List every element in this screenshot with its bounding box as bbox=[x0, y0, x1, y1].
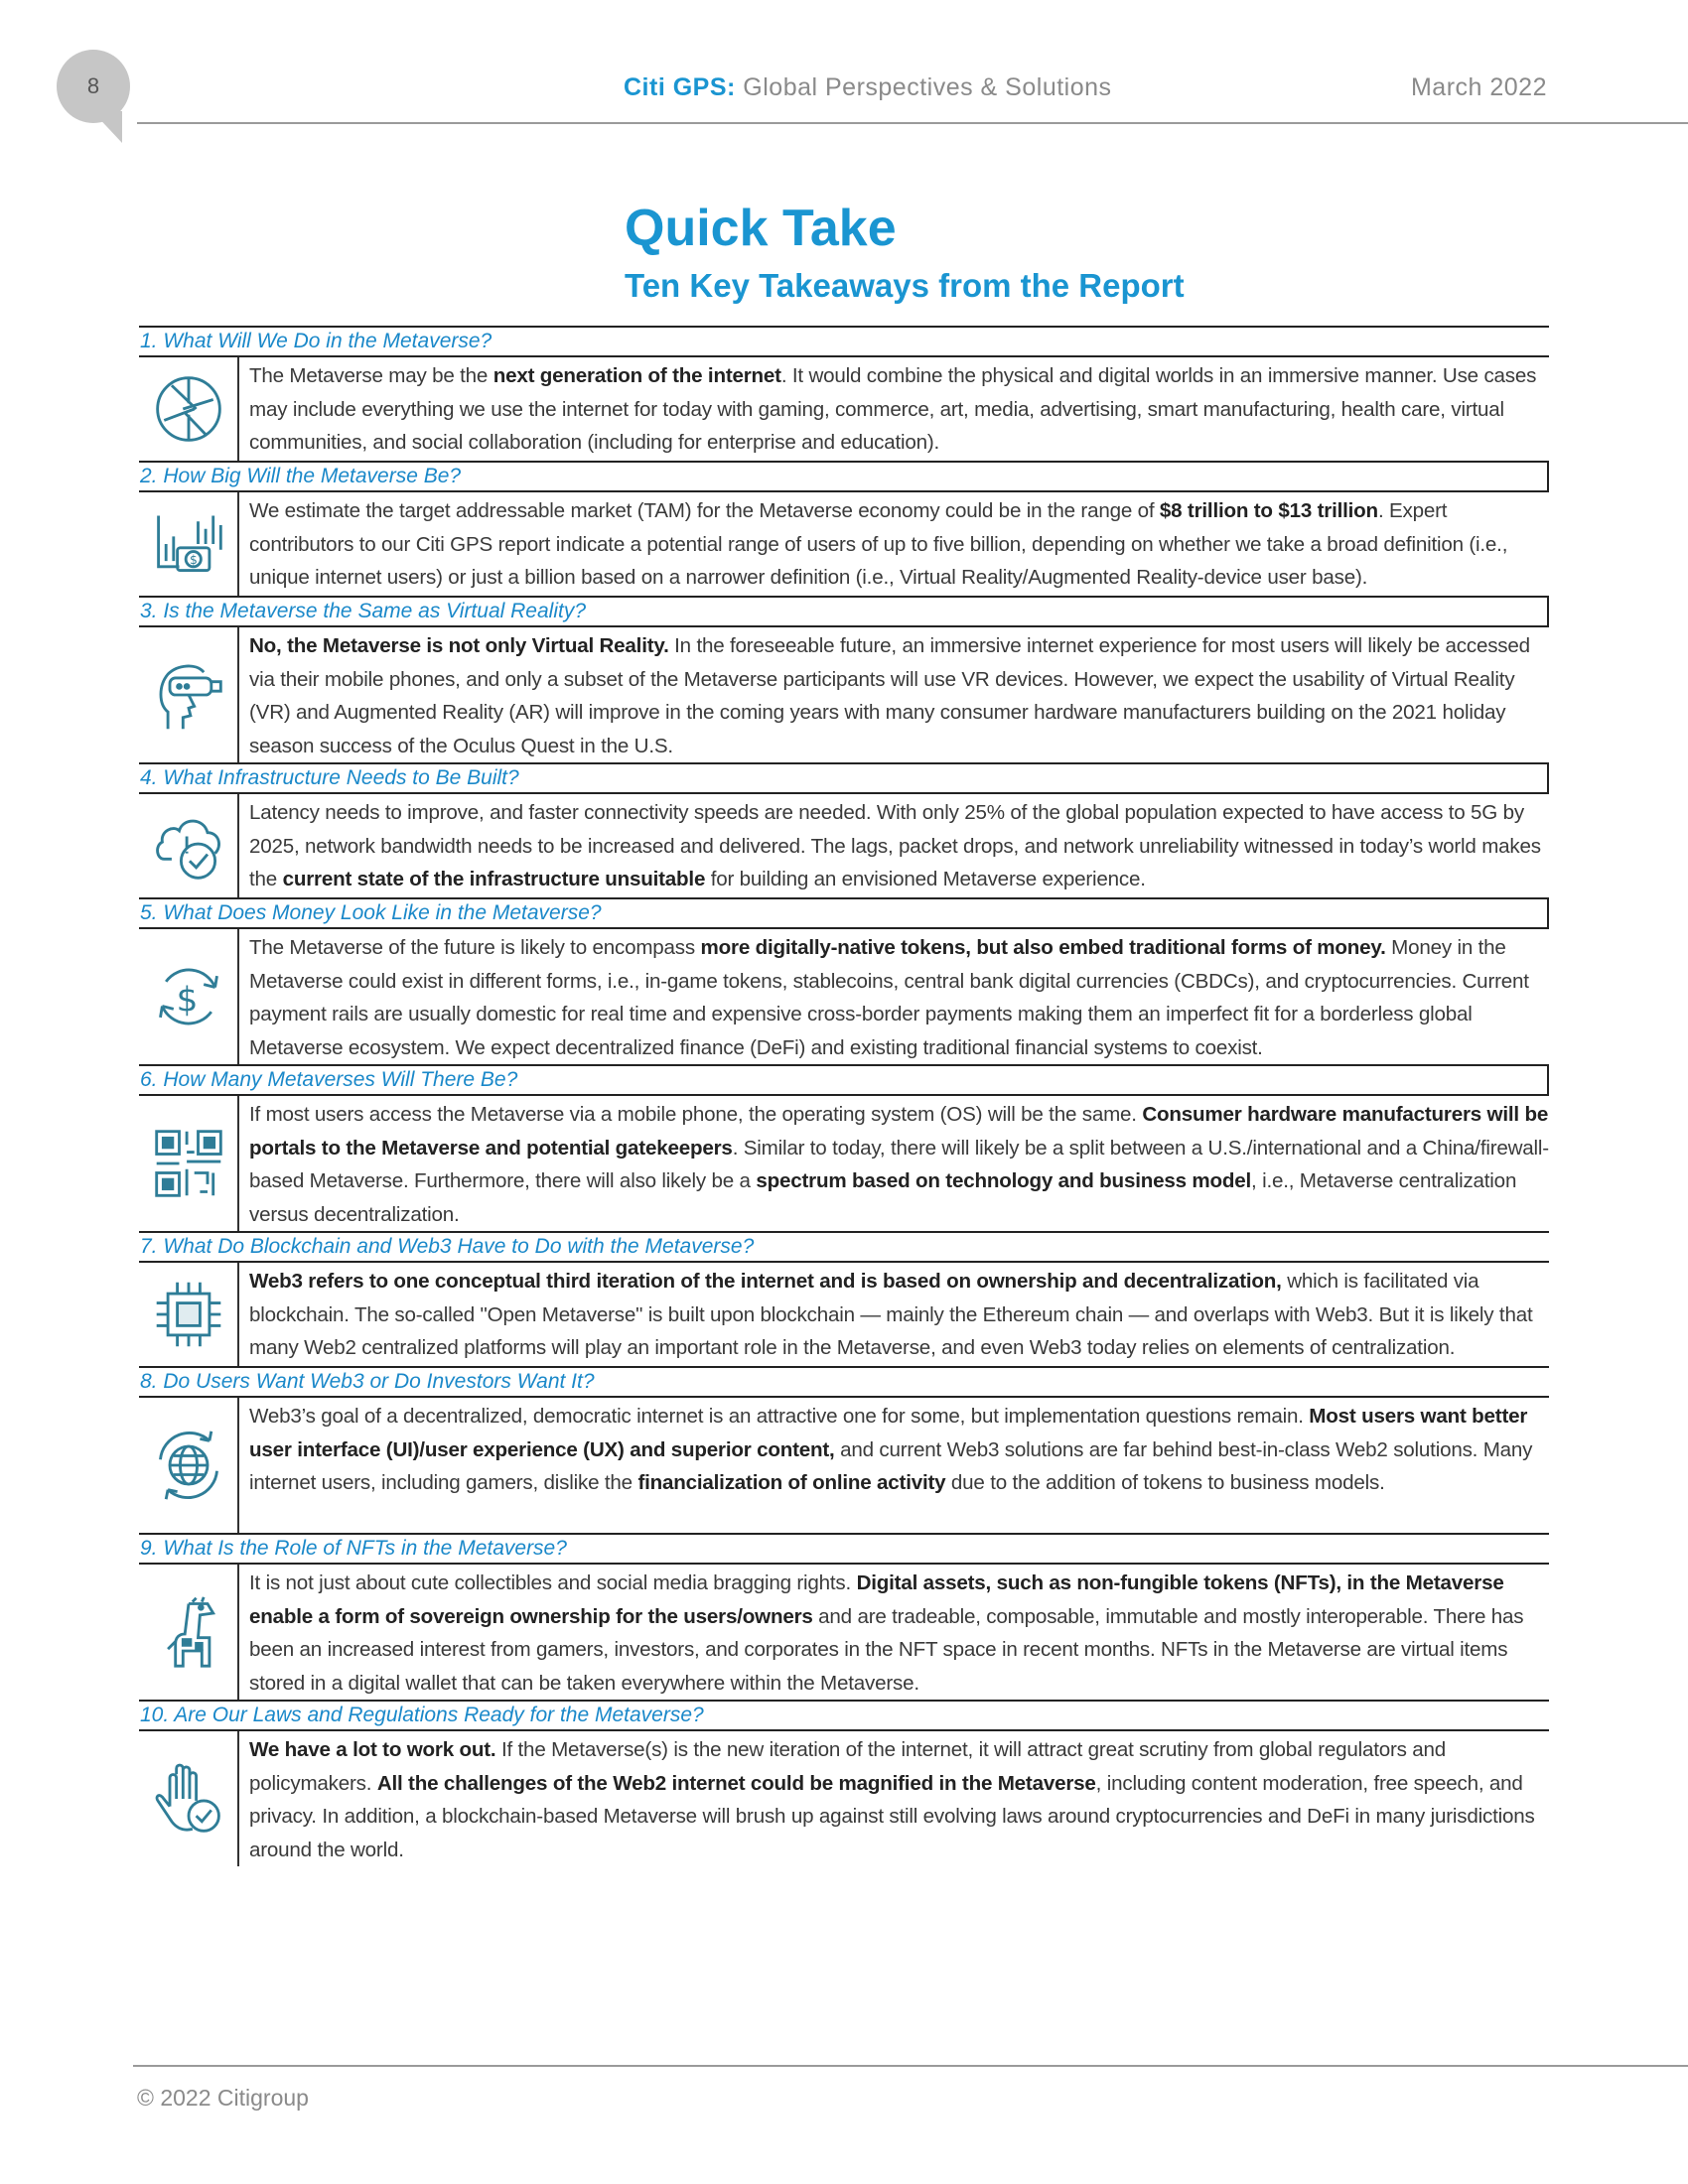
text-run: , including content moderation, free speech, and privacy. In addition, a blockchain-based Metaverse will brush up against still evolving laws around cryptocurrencies and DeFi in many jurisdictions around the world. bbox=[249, 1771, 1535, 1861]
bold-text: Web3 refers to one conceptual third iteration of the internet and is based on ownership and decentralization, bbox=[249, 1270, 1282, 1293]
text-run: , i.e., Metaverse centralization versus decentralization. bbox=[249, 1169, 1517, 1226]
takeaway-body bbox=[139, 929, 1549, 1064]
takeaway-heading: 4. What Infrastructure Needs to Be Built? bbox=[139, 762, 1549, 794]
takeaway-body bbox=[139, 1096, 1549, 1231]
takeaway-heading: 9. What Is the Role of NFTs in the Metaverse? bbox=[139, 1533, 1549, 1565]
footer-copyright: © 2022 Citigroup bbox=[137, 2085, 309, 2111]
hand-check-icon bbox=[139, 1731, 237, 1866]
takeaway-body bbox=[139, 1565, 1549, 1700]
takeaway-heading: 6. How Many Metaverses Will There Be? bbox=[139, 1064, 1549, 1096]
icon-divider bbox=[237, 1731, 239, 1866]
icon-divider bbox=[237, 357, 239, 461]
takeaway-section bbox=[139, 596, 1549, 762]
takeaways-list bbox=[139, 326, 1549, 1866]
header-title bbox=[624, 73, 1112, 102]
header-title-rest: Global Perspectives & Solutions bbox=[735, 73, 1112, 101]
takeaway-heading: 5. What Does Money Look Like in the Metaverse? bbox=[139, 897, 1549, 929]
aperture-icon bbox=[139, 357, 237, 461]
bold-text: We have a lot to work out. bbox=[249, 1738, 496, 1761]
page-subtitle: Ten Key Takeaways from the Report bbox=[625, 267, 1185, 304]
takeaway-section bbox=[139, 461, 1549, 596]
icon-divider bbox=[237, 1398, 239, 1533]
bold-text: current state of the infrastructure unsuitable bbox=[282, 868, 706, 890]
takeaway-text bbox=[249, 1265, 1552, 1365]
text-run: and current Web3 solutions are far behind best-in-class Web2 solutions. Many internet users, including gamers, dislike the bbox=[249, 1437, 1533, 1494]
icon-divider bbox=[237, 929, 239, 1064]
icon-divider bbox=[237, 492, 239, 596]
takeaway-text bbox=[249, 494, 1552, 595]
text-run: It is not just about cute collectibles and social media bragging rights. bbox=[249, 1571, 857, 1594]
svg-text:$: $ bbox=[189, 552, 198, 567]
bold-text: spectrum based on technology and business model bbox=[756, 1169, 1252, 1192]
takeaway-heading: 1. What Will We Do in the Metaverse? bbox=[139, 326, 1549, 357]
takeaway-body bbox=[139, 794, 1549, 897]
chart-dollar-icon bbox=[139, 492, 237, 596]
dollar-cycle-icon bbox=[139, 929, 237, 1064]
takeaway-body bbox=[139, 1398, 1549, 1533]
takeaway-text bbox=[249, 1567, 1552, 1700]
takeaway-section bbox=[139, 326, 1549, 461]
giraffe-icon bbox=[139, 1565, 237, 1700]
header-brand: Citi GPS: bbox=[624, 73, 736, 101]
takeaway-text bbox=[249, 1098, 1552, 1231]
takeaway-section bbox=[139, 1366, 1549, 1533]
bold-text: more digitally-native tokens, but also embed traditional forms of money. bbox=[700, 936, 1386, 959]
text-run: due to the addition of tokens to business models. bbox=[945, 1471, 1385, 1494]
bold-text: All the challenges of the Web2 internet could be magnified in the Metaverse bbox=[376, 1771, 1096, 1795]
text-run: We estimate the target addressable market (TAM) for the Metaverse economy could be in the range of bbox=[249, 499, 1160, 522]
globe-cycle-icon bbox=[139, 1398, 237, 1533]
text-run: Latency needs to improve, and faster connectivity speeds are needed. With only 25% of the global population expected to have access to 5G by 2025, network bandwidth needs to be increased and delivered. The lags, packet drops, and network unreliability witnessed in today’s world makes the bbox=[249, 801, 1541, 890]
takeaway-heading: 7. What Do Blockchain and Web3 Have to Do with the Metaverse? bbox=[139, 1231, 1549, 1263]
takeaway-text bbox=[249, 931, 1552, 1064]
text-run: . Expert contributors to our Citi GPS report indicate a potential range of users of up to five billion, depending on whether we take a broad definition (i.e., unique internet users) or just a billion based on a narrower definition (i.e., Virtual Reality/Augmented Reality-device user base). bbox=[249, 499, 1508, 589]
header-date: March 2022 bbox=[1410, 73, 1547, 101]
icon-divider bbox=[237, 794, 239, 897]
takeaway-body bbox=[139, 357, 1549, 461]
text-run: . Similar to today, there will likely be a split between a U.S./international and a China/firewall-based Metaverse. Furthermore, there will also likely be a bbox=[249, 1136, 1549, 1192]
bold-text: financialization of online activity bbox=[637, 1471, 946, 1494]
text-run: The Metaverse of the future is likely to encompass bbox=[249, 936, 701, 959]
text-run: for building an envisioned Metaverse experience. bbox=[705, 868, 1146, 890]
text-run: The Metaverse may be the bbox=[249, 364, 493, 387]
takeaway-body bbox=[139, 1731, 1549, 1866]
takeaway-section bbox=[139, 1231, 1549, 1366]
takeaway-section bbox=[139, 897, 1549, 1064]
text-run: Web3’s goal of a decentralized, democratic internet is an attractive one for some, but implementation questions remain. bbox=[249, 1405, 1310, 1428]
header-divider bbox=[137, 122, 1688, 124]
takeaway-body bbox=[139, 1263, 1549, 1366]
icon-divider bbox=[237, 627, 239, 762]
takeaway-body bbox=[139, 627, 1549, 762]
bold-text: No, the Metaverse is not only Virtual Reality. bbox=[249, 634, 669, 657]
text-run: and are tradeable, composable, immutable and mostly interoperable. There has been an increased interest from gamers, investors, and corporates in the NFT space in recent months. NFTs in the Metaverse are virtual items stored in a digital wallet that can be taken everywhere within the Metaverse. bbox=[249, 1604, 1524, 1695]
takeaway-text bbox=[249, 359, 1552, 460]
bold-text: next generation of the internet bbox=[492, 364, 781, 387]
page-title: Quick Take bbox=[625, 200, 897, 257]
takeaway-body bbox=[139, 492, 1549, 596]
page-number: 8 bbox=[86, 73, 100, 98]
icon-divider bbox=[237, 1263, 239, 1366]
takeaway-section bbox=[139, 1533, 1549, 1700]
text-run: which is facilitated via blockchain. The so-called "Open Metaverse" is built upon blockchain — mainly the Ethereum chain — and overlaps with Web3. But it is likely that many Web2 centralized platforms will play an important role in the Metaverse, and even Web3 today relies on elements of centralization. bbox=[249, 1270, 1533, 1359]
bold-text: $8 trillion to $13 trillion bbox=[1159, 499, 1378, 522]
text-run: If most users access the Metaverse via a mobile phone, the operating system (OS) will be the same. bbox=[249, 1103, 1143, 1126]
icon-divider bbox=[237, 1096, 239, 1231]
text-run: Money in the Metaverse could exist in different forms, i.e., in-game tokens, stablecoins, central bank digital currencies (CBDCs), and cryptocurrencies. Current payment rails are usually domestic for real time and expensive cross-border payments making them an imperfect fit for a borderless global Metaverse ecosystem. We expect decentralized finance (DeFi) and existing traditional financial systems to coexist. bbox=[249, 936, 1529, 1059]
chip-icon bbox=[139, 1263, 237, 1366]
qr-code-icon bbox=[139, 1096, 237, 1231]
takeaway-heading: 3. Is the Metaverse the Same as Virtual Reality? bbox=[139, 596, 1549, 627]
bold-text: Digital assets, such as non-fungible tokens (NFTs), in the Metaverse enable a form of sovereign ownership for the users/owners bbox=[249, 1571, 1504, 1628]
icon-divider bbox=[237, 1565, 239, 1700]
footer-divider bbox=[133, 2065, 1688, 2067]
text-run: . It would combine the physical and digital worlds in an immersive manner. Use cases may include everything we use the internet for today with gaming, commerce, art, media, advertising, smart manufacturing, health care, virtual communities, and social collaboration (including for enterprise and education). bbox=[249, 364, 1537, 454]
vr-headset-icon bbox=[139, 627, 237, 762]
text-run: In the foreseeable future, an immersive internet experience for most users will likely be accessed via their mobile phones, and only a subset of the Metaverse participants will use VR devices. However, we expect the usability of Virtual Reality (VR) and Augmented Reality (AR) will improve in the coming years with many consumer hardware manufacturers building on the 2021 holiday season success of the Oculus Quest in the U.S. bbox=[249, 634, 1530, 757]
svg-text:$: $ bbox=[176, 980, 198, 1021]
takeaway-heading: 10. Are Our Laws and Regulations Ready for the Metaverse? bbox=[139, 1700, 1549, 1731]
bold-text: Most users want better user interface (UI)/user experience (UX) and superior content, bbox=[249, 1405, 1528, 1461]
text-run: If the Metaverse(s) is the new iteration of the internet, it will attract great scrutiny from global regulators and policymakers. bbox=[249, 1738, 1447, 1795]
takeaway-section bbox=[139, 762, 1549, 897]
takeaway-text bbox=[249, 1733, 1552, 1866]
takeaway-text bbox=[249, 1400, 1552, 1500]
takeaway-section bbox=[139, 1064, 1549, 1231]
bold-text: Consumer hardware manufacturers will be portals to the Metaverse and potential gatekeepers bbox=[249, 1103, 1549, 1160]
takeaway-text bbox=[249, 629, 1552, 762]
takeaway-heading: 2. How Big Will the Metaverse Be? bbox=[139, 461, 1549, 492]
cloud-check-icon bbox=[139, 794, 237, 897]
takeaway-heading: 8. Do Users Want Web3 or Do Investors Want It? bbox=[139, 1366, 1549, 1398]
takeaway-section bbox=[139, 1700, 1549, 1866]
takeaway-text bbox=[249, 796, 1552, 896]
